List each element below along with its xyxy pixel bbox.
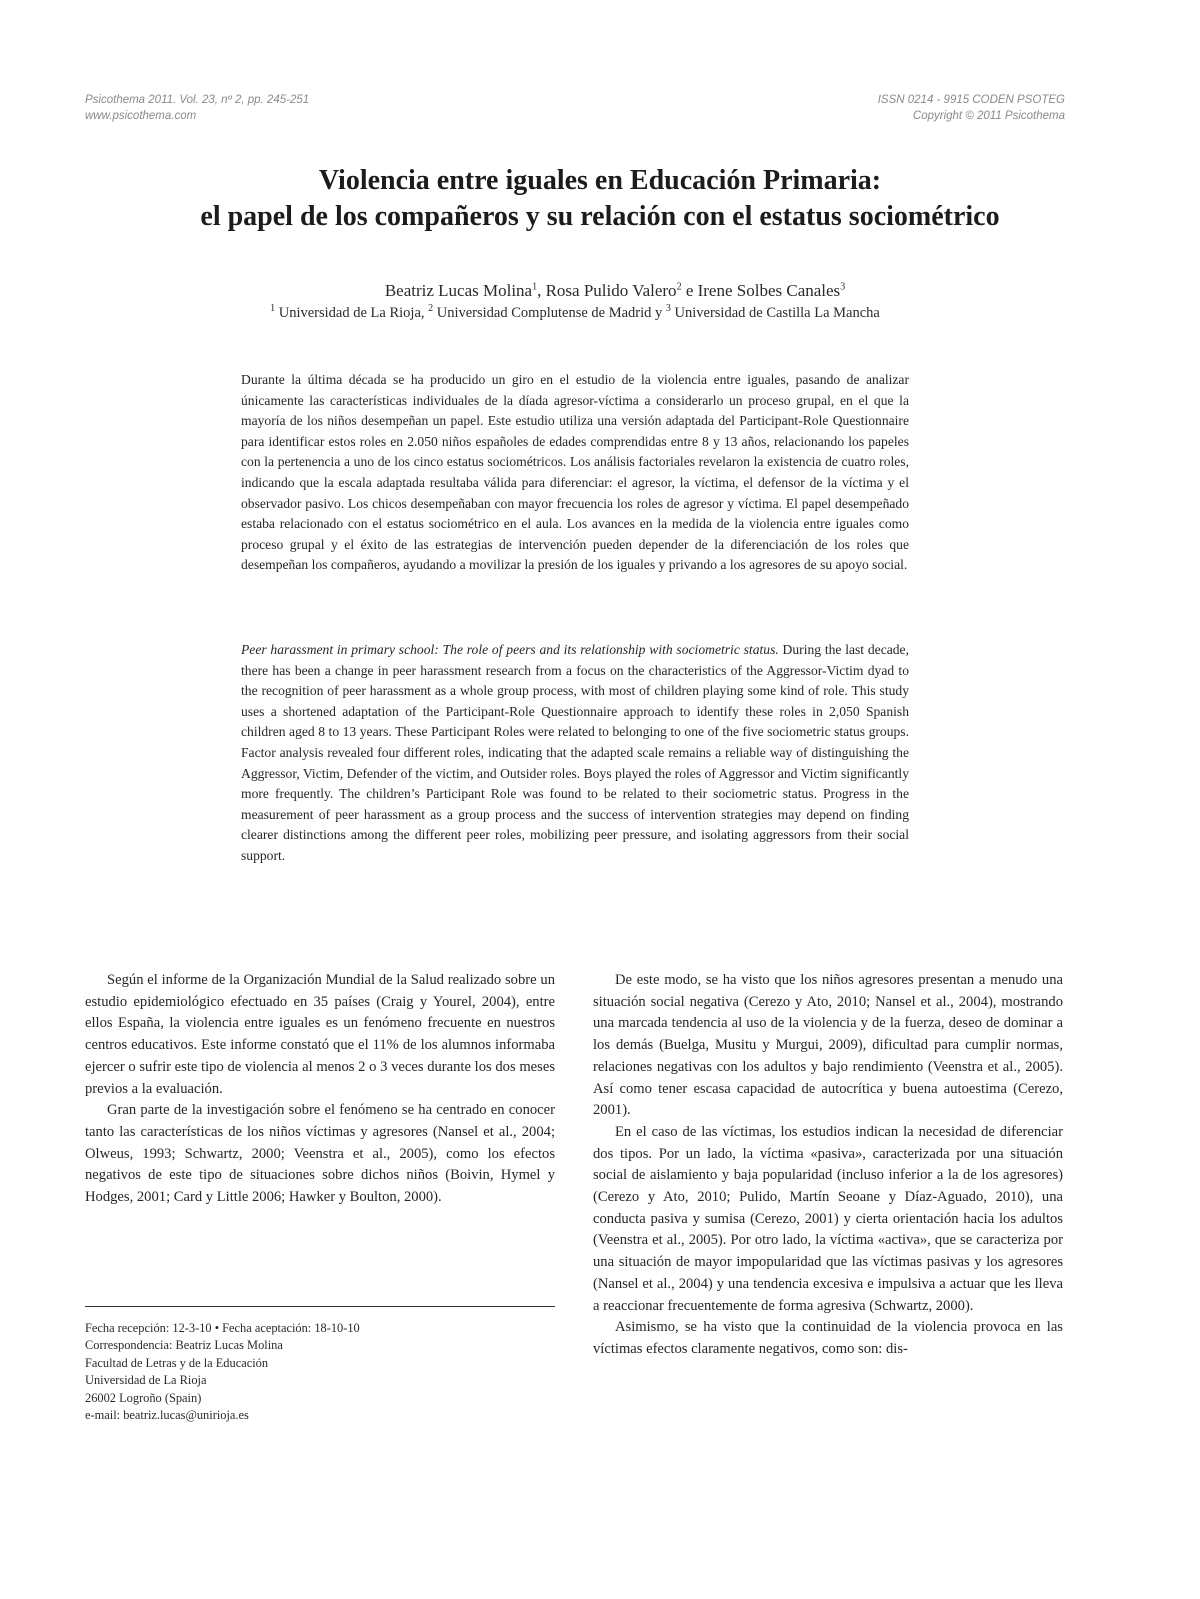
journal-citation: Psicothema 2011. Vol. 23, nº 2, pp. 245-251 xyxy=(85,94,310,106)
copyright-line: Copyright © 2011 Psicothema xyxy=(912,110,1065,122)
correspondence-faculty: Facultad de Letras y de la Educación xyxy=(85,1355,269,1370)
affiliation-separator: y xyxy=(651,305,666,321)
affiliation-3-mark: 3 xyxy=(665,303,671,315)
issn-line: ISSN 0214 - 9915 CODEN PSOTEG xyxy=(877,94,1065,106)
running-header-left xyxy=(85,92,309,124)
affiliation-list xyxy=(0,303,1150,323)
affiliation-2-mark: 2 xyxy=(428,303,434,315)
affiliation-1-mark: 1 xyxy=(270,303,276,315)
abstract-english xyxy=(241,640,909,867)
author-3: Irene Solbes Canales xyxy=(697,281,841,300)
affiliation-2: Universidad Complutense de Madrid xyxy=(436,305,652,321)
journal-website: www.psicothema.com xyxy=(85,110,197,122)
body-paragraph: De este modo, se ha visto que los niños agresores presentan a menudo una situación social negativa (Cerezo y Ato, 2010; Nansel et al., 2004), mostrando una marcada tendencia al uso de la violencia y de la fuerza, deseo de dominar a los demás (Buelga, Musitu y Murgui, 2009), dificultad para cumplir normas, relaciones negativas con los adultos y bajo rendimiento (Veenstra et al., 2005). Así como tener escasa capacidad de autocrítica y buena autoestima (Cerezo, 2001). xyxy=(593,972,1063,1119)
correspondence-email: e-mail: beatriz.lucas@unirioja.es xyxy=(85,1408,249,1423)
running-header-right xyxy=(878,92,1065,124)
correspondence-author: Correspondencia: Beatriz Lucas Molina xyxy=(85,1338,283,1353)
abstract-english-title: Peer harassment in primary school: The role of peers and its relationship with sociometric status. xyxy=(241,642,779,657)
body-paragraph: En el caso de las víctimas, los estudios indican la necesidad de diferenciar dos tipos. Por un lado, la víctima «pasiva», caracterizada por una situación social de aislamiento y baja popularidad (incluso inferior a la de los agresores) (Cerezo y Ato, 2010; Pulido, Martín Seoane y Díaz-Aguado, 2010), una conducta pasiva y sumisa (Cerezo, 2001) y cierta orientación hacia los adultos (Veenstra et al., 2005). Por otro lado, la víctima «activa», que se caracteriza por una situación de mayor impopularidad que las víctimas pasivas y los agresores (Nansel et al., 2004) y una tendencia excesiva e impulsiva a actuar que les lleva a reaccionar frecuentemente de forma agresiva (Schwartz, 2000). xyxy=(593,1123,1063,1314)
footnote-divider xyxy=(85,1306,555,1307)
correspondence-university: Universidad de La Rioja xyxy=(85,1373,207,1388)
body-paragraph: Gran parte de la investigación sobre el fenómeno se ha centrado en conocer tanto las características de los niños víctimas y agresores (Nansel et al., 2004; Olweus, 1993; Schwartz, 2000; Veenstra et al., 2005), como los efectos negativos de este tipo de situaciones sobre dichos niños (Boivin, Hymel y Hodges, 2001; Card y Little 2006; Hawker y Boulton, 2000). xyxy=(85,1102,555,1206)
author-separator: , xyxy=(537,281,546,300)
body-column-left xyxy=(85,970,555,1209)
author-separator: e xyxy=(681,281,698,300)
author-2: Rosa Pulido Valero xyxy=(545,281,677,300)
title-line-2: el papel de los compañeros y su relación con el estatus sociométrico xyxy=(200,201,1000,232)
abstract-spanish: Durante la última década se ha producido un giro en el estudio de la violencia entre iguales, pasando de analizar únicamente las características individuales de la díada agresor-víctima a considerarlo un proceso grupal, en el que la mayoría de los niños desempeñan un papel. Este estudio utiliza una versión adaptada del Participant-Role Questionnaire para identificar estos roles en 2.050 niños españoles de edades comprendidas entre 8 y 13 años, relacionando los papeles con la pertenencia a uno de los cinco estatus sociométricos. Los análisis factoriales revelaron la existencia de cuatro roles, indicando que la escala adaptada resultaba válida para diferenciar: el agresor, la víctima, el defensor de la víctima y el observador pasivo. Los chicos desempeñaban con mayor frecuencia los roles de agresor y víctima. El papel desempeñado estaba relacionado con el estatus sociométrico en el aula. Los avances en la medida de la violencia entre iguales como proceso grupal y el éxito de las estrategias de intervención pueden depender de la diferenciación de los roles que desempeñan los compañeros, ayudando a movilizar la presión de los iguales y privando a los agresores de su apoyo social. xyxy=(241,372,909,573)
author-1-mark: 1 xyxy=(532,281,538,293)
paper-title xyxy=(0,163,1200,235)
correspondence-city: 26002 Logroño (Spain) xyxy=(85,1390,202,1405)
affiliation-3: Universidad de Castilla La Mancha xyxy=(674,305,880,321)
correspondence-footnote xyxy=(85,1320,555,1424)
abstract-english-body: During the last decade, there has been a change in peer harassment research from a focus on the characteristics of the Aggressor-Victim dyad to the recognition of peer harassment as a whole group process, with most of children playing some kind of role. This study uses a shortened adaptation of the Participant-Role Questionnaire approach to identify these roles in 2,050 Spanish children aged 8 to 13 years. These Participant Roles were related to belonging to one of the five sociometric status groups. Factor analysis revealed four different roles, indicating that the adapted scale remains a reliable way of distinguishing the Aggressor, Victim, Defender of the victim, and Outsider roles. Boys played the roles of Aggressor and Victim significantly more frequently. The children’s Participant Role was found to be related to their sociometric status. Progress in the measurement of peer harassment as a group process and the success of intervention strategies may depend on finding clearer distinctions among the different peer roles, mobilizing peer pressure, and isolating aggressors from their social support. xyxy=(241,642,909,863)
author-3-mark: 3 xyxy=(840,281,846,293)
author-list xyxy=(0,280,1200,302)
title-line-1: Violencia entre iguales en Educación Primaria: xyxy=(318,165,882,196)
author-2-mark: 2 xyxy=(676,281,682,293)
received-accepted-dates: Fecha recepción: 12-3-10 • Fecha aceptación: 18-10-10 xyxy=(85,1321,360,1335)
affiliation-1: Universidad de La Rioja xyxy=(278,305,421,321)
author-1: Beatriz Lucas Molina xyxy=(384,281,533,300)
body-paragraph: Asimismo, se ha visto que la continuidad de la violencia provoca en las víctimas efectos claramente negativos, como son: dis- xyxy=(593,1319,1063,1357)
affiliation-separator: , xyxy=(420,305,429,321)
body-paragraph: Según el informe de la Organización Mundial de la Salud realizado sobre un estudio epidemiológico efectuado en 35 países (Craig y Yourel, 2004), entre ellos España, la violencia entre iguales es un fenómeno frecuente en nuestros centros educativos. Este informe constató que el 11% de los alumnos informaba ejercer o sufrir este tipo de violencia al menos 2 o 3 veces durante los dos meses previos a la evaluación. xyxy=(85,972,555,1097)
body-column-right xyxy=(593,970,1063,1361)
